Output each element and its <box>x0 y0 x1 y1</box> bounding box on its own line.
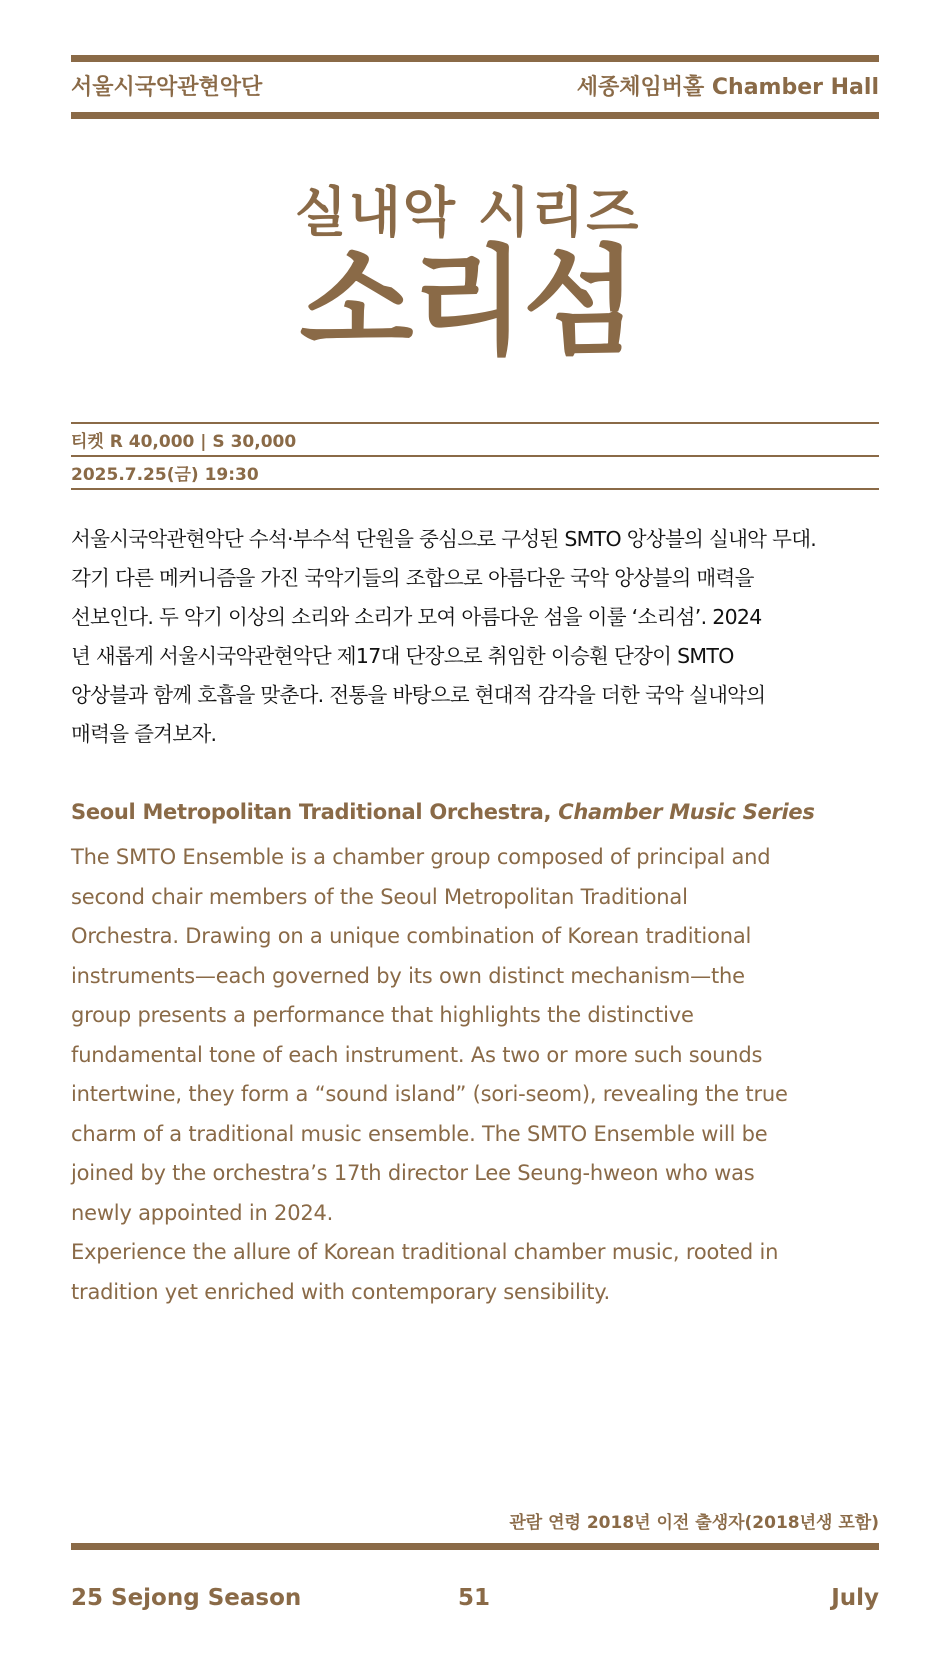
english-line: instruments—each governed by its own distinct mechanism—the <box>71 963 745 988</box>
english-line: The SMTO Ensemble is a chamber group composed of principal and <box>71 845 771 869</box>
english-line: newly appointed in 2024. <box>71 1200 334 1225</box>
english-line: intertwine, they form a “sound island” (sori-seom), revealing the true <box>71 1082 788 1106</box>
english-line: tradition yet enriched with contemporary sensibility. <box>71 1279 611 1304</box>
english-heading-orchestra: Seoul Metropolitan Traditional Orchestra, <box>71 800 552 824</box>
english-line: joined by the orchestra’s 17th director Lee Seung-hweon who was <box>71 1161 755 1185</box>
venue-name: 세종체임버홀 Chamber Hall <box>576 75 879 100</box>
english-line: fundamental tone of each instrument. As two or more such sounds <box>71 1042 763 1067</box>
series-title: 실내악 시리즈 <box>294 181 641 244</box>
korean-description <box>71 520 891 754</box>
month-label: July <box>831 1585 879 1611</box>
english-heading-series: Chamber Music Series <box>558 800 815 824</box>
organization-name: 서울시국악관현악단 <box>71 75 263 100</box>
korean-line: 앙상블과 함께 호흡을 맞춘다. 전통을 바탕으로 현대적 감각을 더한 국악 실내악의 <box>71 683 766 707</box>
english-description <box>71 838 891 1312</box>
english-heading <box>71 800 815 824</box>
page-number: 51 <box>458 1585 491 1611</box>
header-top-rule <box>71 55 879 62</box>
footer-rule <box>71 1543 879 1550</box>
english-line: group presents a performance that highlights the distinctive <box>71 1003 694 1027</box>
korean-line: 매력을 즐겨보자. <box>71 722 217 746</box>
korean-line: 년 새롭게 서울시국악관현악단 제17대 단장으로 취임한 이승훤 단장이 SMTO <box>71 644 734 668</box>
performance-datetime: 2025.7.25(금) 19:30 <box>71 465 259 485</box>
english-line: charm of a traditional music ensemble. The SMTO Ensemble will be <box>71 1121 768 1146</box>
ticket-price: 티켓 R 40,000 | S 30,000 <box>71 432 297 452</box>
info-rule-middle <box>71 455 879 457</box>
english-line: Experience the allure of Korean traditional chamber music, rooted in <box>71 1240 779 1264</box>
info-rule-top <box>71 422 879 424</box>
age-restriction-note: 관람 연령 2018년 이전 출생자(2018년생 포함) <box>509 1513 879 1533</box>
info-rule-bottom <box>71 488 879 490</box>
korean-line: 각기 다른 메커니즘을 가진 국악기들의 조합으로 아름다운 국악 앙상블의 매력을 <box>71 566 754 590</box>
english-line: Orchestra. Drawing on a unique combination of Korean traditional <box>71 924 752 948</box>
season-label: 25 Sejong Season <box>71 1585 302 1611</box>
korean-line: 서울시국악관현악단 수석·부수석 단원을 중심으로 구성된 SMTO 앙상블의 실내악 무대. <box>71 527 817 551</box>
program-title: 소리섬 <box>299 233 636 371</box>
header-bottom-rule <box>71 112 879 119</box>
korean-line: 선보인다. 두 악기 이상의 소리와 소리가 모여 아름다운 섬을 이룰 ‘소리섬’. 2024 <box>71 605 762 629</box>
english-line: second chair members of the Seoul Metropolitan Traditional <box>71 884 688 909</box>
